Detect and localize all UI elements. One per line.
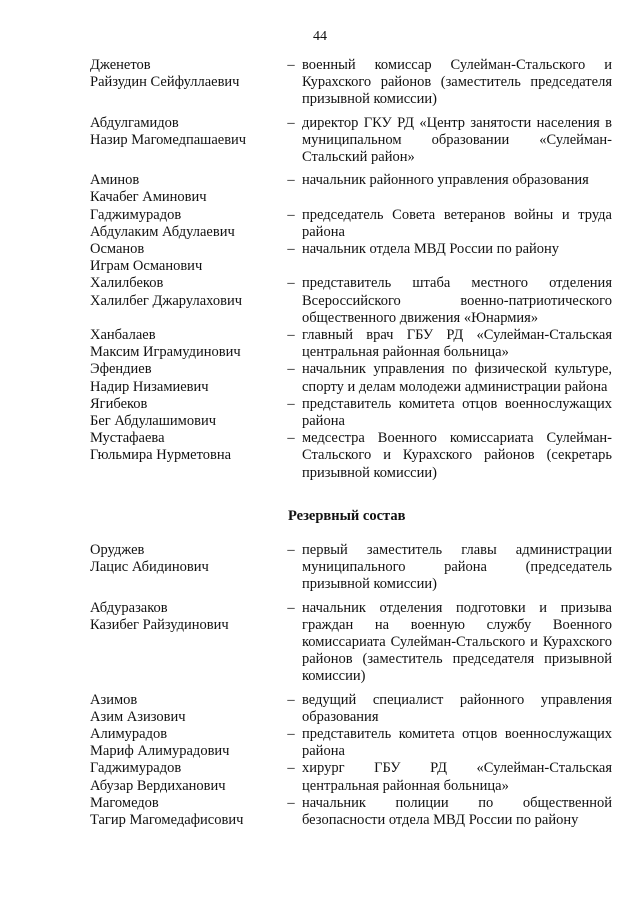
dash-separator: – — [287, 327, 295, 344]
member-given-name: Райзудин Сейфуллаевич — [90, 74, 240, 91]
member-entry — [90, 172, 612, 206]
member-role: военный комиссар Сулейман-Стальского и Курахского районов (заместитель председателя призывной комиссии) — [302, 57, 612, 108]
reserve-section-title: Резервный состав — [288, 508, 406, 524]
member-surname: Ханбалаев — [90, 327, 156, 344]
member-surname: Аминов — [90, 172, 140, 189]
member-entry — [90, 327, 612, 361]
member-surname: Магомедов — [90, 794, 159, 811]
member-entry — [90, 275, 612, 327]
member-given-name: Назир Магомедпашаевич — [90, 131, 247, 148]
member-role: хирург ГБУ РД «Сулейман-Стальская центральная районная больница» — [302, 760, 612, 794]
member-role: главный врач ГБУ РД «Сулейман-Стальская центральная районная больница» — [302, 327, 612, 361]
main-members-list — [90, 57, 612, 482]
member-role: представитель комитета отцов военнослужащих района — [302, 395, 612, 430]
member-role: первый заместитель главы администрации муниципального района (председатель призывной комиссии) — [302, 542, 612, 593]
dash-separator: – — [287, 395, 295, 412]
member-entry — [90, 207, 612, 241]
member-given-name: Качабег Аминович — [90, 189, 207, 206]
member-surname: Абдулгамидов — [90, 114, 179, 131]
member-given-name: Абдулаким Абдулаевич — [90, 223, 235, 240]
member-role: начальник полиции по общественной безопасности отдела МВД России по району — [302, 794, 612, 829]
member-entry — [90, 241, 612, 275]
dash-separator: – — [287, 206, 295, 223]
member-surname: Абдуразаков — [90, 599, 168, 616]
member-role: начальник районного управления образования — [302, 172, 589, 189]
member-entry — [90, 692, 612, 726]
member-entry — [90, 430, 612, 482]
member-entry — [90, 542, 612, 594]
member-role: представитель комитета отцов военнослужащих района — [302, 726, 612, 760]
member-role: ведущий специалист районного управления образования — [302, 691, 612, 725]
member-given-name: Надир Низамиевич — [90, 378, 209, 395]
member-surname: Ягибеков — [90, 395, 148, 412]
member-role: начальник отделения подготовки и призыва граждан на военную службу Военного комиссариата Сулейман-Стальского и Курахского районов (заместитель председателя призывной комиссии) — [302, 599, 612, 685]
member-given-name: Мариф Алимурадович — [90, 743, 230, 760]
member-role: представитель штаба местного отделения Всероссийского военно-патриотического общественного движения «Юнармия» — [302, 275, 612, 326]
dash-separator: – — [287, 430, 295, 447]
member-role: председатель Совета ветеранов войны и труда района — [302, 206, 612, 240]
member-role: начальник управления по физической культуре, спорту и делам молодежи администрации района — [302, 361, 612, 395]
member-given-name: Казибег Райзудинович — [90, 616, 229, 633]
member-role: медсестра Военного комиссариата Сулейман-Стальского и Курахского районов (секретарь призывной комиссии) — [302, 430, 612, 481]
dash-separator: – — [287, 691, 295, 708]
member-surname: Азимов — [90, 691, 138, 708]
member-role: директор ГКУ РД «Центр занятости населения в муниципальном образовании «Сулейман-Стальский район» — [302, 114, 612, 166]
member-entry — [90, 361, 612, 395]
member-surname: Оруджев — [90, 542, 145, 558]
dash-separator: – — [287, 794, 295, 811]
member-surname: Мустафаева — [90, 430, 165, 447]
member-given-name: Гюльмира Нурметовна — [90, 447, 232, 464]
member-given-name: Играм Османович — [90, 258, 203, 275]
member-given-name: Абузар Вердиханович — [90, 777, 226, 794]
member-surname: Дженетов — [90, 57, 151, 73]
member-entry — [90, 795, 612, 829]
member-given-name: Бег Абдулашимович — [90, 413, 216, 430]
member-surname: Алимурадов — [90, 726, 168, 743]
member-entry — [90, 115, 612, 167]
dash-separator: – — [287, 599, 295, 616]
member-surname: Гаджимурадов — [90, 760, 182, 777]
reserve-members-list — [90, 542, 612, 829]
member-surname: Халилбеков — [90, 275, 164, 292]
member-entry — [90, 726, 612, 760]
member-given-name: Максим Играмудинович — [90, 344, 241, 361]
page-number: 44 — [313, 29, 327, 44]
dash-separator: – — [287, 726, 295, 743]
dash-separator: – — [287, 241, 295, 258]
member-surname: Гаджимурадов — [90, 206, 182, 223]
dash-separator: – — [287, 542, 295, 558]
member-entry — [90, 57, 612, 109]
member-given-name: Азим Азизович — [90, 708, 186, 725]
dash-separator: – — [287, 275, 295, 292]
member-entry — [90, 600, 612, 686]
member-role: начальник отдела МВД России по району — [302, 241, 560, 258]
member-entry — [90, 396, 612, 430]
dash-separator: – — [287, 172, 295, 189]
dash-separator: – — [287, 114, 295, 131]
dash-separator: – — [287, 57, 295, 73]
member-surname: Османов — [90, 241, 145, 258]
dash-separator: – — [287, 361, 295, 378]
member-given-name: Тагир Магомедафисович — [90, 812, 244, 829]
dash-separator: – — [287, 760, 295, 777]
member-entry — [90, 760, 612, 794]
member-given-name: Халилбег Джарулахович — [90, 292, 242, 309]
member-surname: Эфендиев — [90, 361, 152, 378]
member-given-name: Лацис Абидинович — [90, 559, 209, 576]
